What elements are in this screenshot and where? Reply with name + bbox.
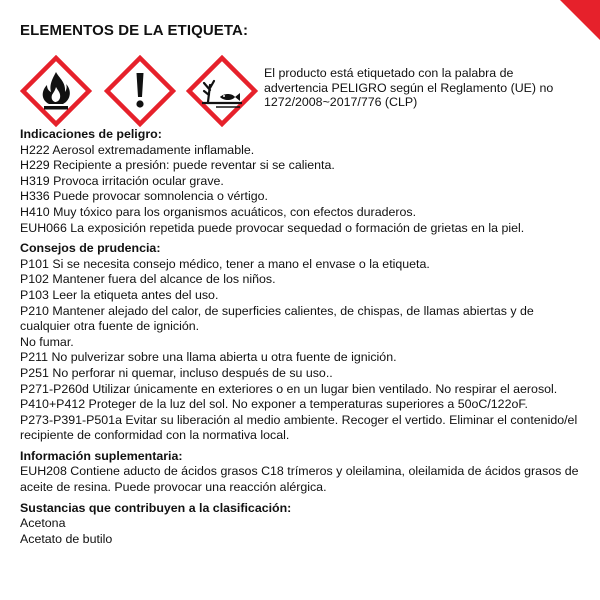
hazard-line: H319 Provoca irritación ocular grave.	[20, 173, 224, 188]
hazard-heading: Indicaciones de peligro:	[20, 127, 162, 141]
substance-item: Acetona	[20, 516, 66, 531]
corner-accent	[560, 0, 600, 40]
label-content	[20, 127, 585, 547]
precaution-line: P210 Mantener alejado del calor, de superficies calientes, de chispas, de llamas abiertas y de cualquier otra fuente de ignición.	[20, 303, 534, 334]
precaution-line: P273-P391-P501a Evitar su liberación al medio ambiente. Recoger el vertido. Eliminar el contenido/el recipiente de conformidad con la normativa local.	[20, 412, 578, 443]
hazard-line: H410 Muy tóxico para los organismos acuáticos, con efectos duraderos.	[20, 204, 417, 219]
exclamation-icon	[104, 55, 176, 127]
substances-heading: Sustancias que contribuyen a la clasificación:	[20, 500, 292, 515]
precaution-heading: Consejos de prudencia:	[20, 241, 161, 256]
hazard-line: H336 Puede provocar somnolencia o vértigo.	[20, 189, 268, 204]
precaution-line: P102 Mantener fuera del alcance de los niños.	[20, 272, 276, 287]
precaution-line: No fumar.	[20, 334, 74, 349]
hazard-line: H222 Aerosol extremadamente inflamable.	[20, 142, 255, 157]
flame-icon	[20, 55, 92, 127]
precaution-line: P271-P260d Utilizar únicamente en exteriores o en un lugar bien ventilado. No respirar el aerosol.	[20, 381, 558, 396]
precaution-line: P101 Si se necesita consejo médico, tener a mano el envase o la etiqueta.	[20, 256, 430, 271]
precaution-line: P410+P412 Proteger de la luz del sol. No exponer a temperaturas superiores a 50oC/122oF.	[20, 397, 528, 412]
signal-word-statement: El producto está etiquetado con la palabra de advertencia PELIGRO según el Reglamento (UE) no 1272/2008~2017/776 (CLP)	[264, 66, 554, 110]
hazard-line: EUH066 La exposición repetida puede provocar sequedad o formación de grietas en la piel.	[20, 220, 525, 235]
page-title: ELEMENTOS DE LA ETIQUETA:	[20, 22, 249, 39]
substance-item: Acetato de butilo	[20, 531, 113, 546]
precaution-line: P103 Leer la etiqueta antes del uso.	[20, 287, 219, 302]
precaution-line: P211 No pulverizar sobre una llama abierta u otra fuente de ignición.	[20, 350, 397, 365]
supplementary-line: EUH208 Contiene aducto de ácidos grasos C18 trímeros y oleilamina, oleilamida de ácidos grasos de aceite de resina. Puede provocar una reacción alérgica.	[20, 464, 579, 495]
hazard-pictograms	[20, 55, 260, 127]
hazard-line: H229 Recipiente a presión: puede reventar si se calienta.	[20, 158, 335, 173]
environment-icon	[186, 55, 258, 127]
precaution-line: P251 No perforar ni quemar, incluso después de su uso..	[20, 365, 333, 380]
supplementary-heading: Información suplementaria:	[20, 448, 183, 463]
